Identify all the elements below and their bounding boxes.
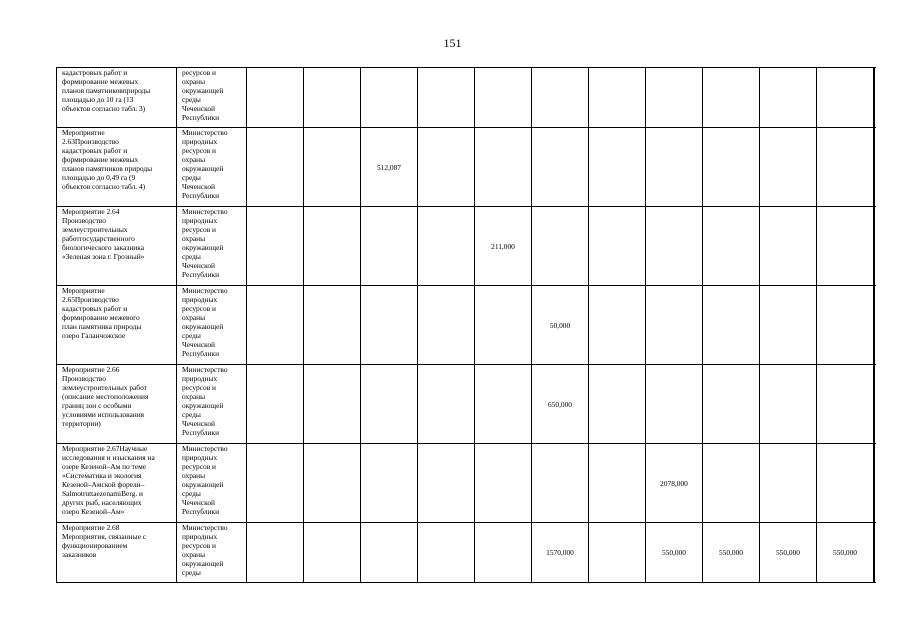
measure-description: кадастровых работ и формирование межевых планов памятниковприроды площадью до 10 га (13 объектов согласно табл. 3) bbox=[57, 68, 177, 128]
responsible-organization: Министерство природных ресурсов и охраны окружающей среды Чеченской Республики bbox=[177, 128, 247, 207]
funding-cell bbox=[646, 128, 703, 207]
funding-cell bbox=[475, 68, 532, 128]
measure-description: Мероприятие 2.65Производство кадастровых работ и формирование межевого план памятника природы озеро Галанчожское bbox=[57, 286, 177, 365]
funding-cell bbox=[874, 207, 875, 286]
funding-cell bbox=[817, 68, 874, 128]
funding-cell: 50,000 bbox=[532, 286, 589, 365]
funding-cell bbox=[361, 286, 418, 365]
funding-cell: 2078,000 bbox=[646, 444, 703, 523]
measure-description: Мероприятие 2.68 Мероприятия, связанные с функционированием заказников bbox=[57, 523, 177, 583]
funding-cell bbox=[247, 286, 304, 365]
funding-cell bbox=[247, 207, 304, 286]
funding-cell bbox=[703, 207, 760, 286]
responsible-organization: Министерство природных ресурсов и охраны окружающей среды Чеченской Республики bbox=[177, 207, 247, 286]
funding-cell bbox=[532, 444, 589, 523]
funding-cell bbox=[874, 68, 875, 128]
table-body bbox=[57, 68, 875, 583]
funding-cell bbox=[874, 128, 875, 207]
funding-cell bbox=[475, 365, 532, 444]
funding-cell bbox=[247, 444, 304, 523]
measure-description: Мероприятие 2.63Производство кадастровых работ и формирование межевых планов памятников природы площадью до 0,49 га (9 объектов согласно табл. 4) bbox=[57, 128, 177, 207]
table-row bbox=[57, 128, 875, 207]
funding-cell bbox=[589, 128, 646, 207]
funding-cell bbox=[304, 444, 361, 523]
page-number: 151 bbox=[443, 36, 462, 50]
funding-cell bbox=[304, 128, 361, 207]
funding-cell bbox=[760, 68, 817, 128]
funding-cell bbox=[304, 365, 361, 444]
responsible-organization: Министерство природных ресурсов и охраны окружающей среды Чеченской Республики bbox=[177, 365, 247, 444]
responsible-organization: Министерство природных ресурсов и охраны окружающей среды Чеченской Республики bbox=[177, 286, 247, 365]
funding-cell bbox=[247, 68, 304, 128]
funding-cell bbox=[475, 286, 532, 365]
funding-cell bbox=[874, 523, 875, 583]
funding-cell bbox=[532, 207, 589, 286]
funding-cell bbox=[703, 444, 760, 523]
funding-cell bbox=[247, 523, 304, 583]
measure-description: Мероприятие 2.67Научные исследования и изыскания на озере Кезеной–Ам по теме «Систематика и экология Кезеной–Амской форели– SalmotruttaezenamiBerg. и других рыб, населяющих озеро Кезеной–Ам» bbox=[57, 444, 177, 523]
responsible-organization: ресурсов и охраны окружающей среды Чеченской Республики bbox=[177, 68, 247, 128]
funding-cell bbox=[646, 207, 703, 286]
funding-cell bbox=[304, 523, 361, 583]
measure-description: Мероприятие 2.64 Производство землеустроительных работгосударственного биологического заказника «Зеленая зона г. Грозный» bbox=[57, 207, 177, 286]
funding-cell bbox=[361, 444, 418, 523]
funding-cell bbox=[703, 365, 760, 444]
funding-cell bbox=[247, 128, 304, 207]
funding-cell bbox=[589, 286, 646, 365]
funding-cell bbox=[247, 365, 304, 444]
funding-cell bbox=[703, 286, 760, 365]
responsible-organization: Министерство природных ресурсов и охраны окружающей среды Чеченской Республики bbox=[177, 444, 247, 523]
funding-cell bbox=[589, 207, 646, 286]
funding-cell bbox=[304, 207, 361, 286]
funding-cell bbox=[817, 128, 874, 207]
funding-cell bbox=[817, 207, 874, 286]
funding-cell bbox=[418, 128, 475, 207]
funding-cell bbox=[760, 128, 817, 207]
funding-cell bbox=[589, 523, 646, 583]
funding-cell bbox=[703, 68, 760, 128]
funding-cell: 650,000 bbox=[532, 365, 589, 444]
funding-cell bbox=[532, 68, 589, 128]
funding-cell bbox=[475, 444, 532, 523]
funding-cell bbox=[760, 207, 817, 286]
funding-cell: 1570,000 bbox=[532, 523, 589, 583]
funding-cell bbox=[475, 523, 532, 583]
funding-cell bbox=[418, 444, 475, 523]
funding-cell bbox=[874, 444, 875, 523]
funding-cell bbox=[646, 365, 703, 444]
funding-cell: 211,000 bbox=[475, 207, 532, 286]
funding-cell bbox=[589, 68, 646, 128]
funding-cell: 550,000 bbox=[703, 523, 760, 583]
responsible-organization: Министерство природных ресурсов и охраны окружающей среды bbox=[177, 523, 247, 583]
table-row bbox=[57, 286, 875, 365]
funding-cell bbox=[304, 68, 361, 128]
table-row bbox=[57, 365, 875, 444]
funding-cell: 550,000 bbox=[760, 523, 817, 583]
funding-cell: 550,000 bbox=[646, 523, 703, 583]
funding-cell bbox=[646, 68, 703, 128]
funding-cell bbox=[817, 286, 874, 365]
measure-description: Мероприятие 2.66 Производство землеустроительных работ (описание местоположения границ зон с особыми условиями использования территории) bbox=[57, 365, 177, 444]
funding-cell bbox=[646, 286, 703, 365]
funding-cell: 550,000 bbox=[817, 523, 874, 583]
funding-cell: 512,087 bbox=[361, 128, 418, 207]
funding-cell bbox=[361, 68, 418, 128]
funding-cell bbox=[418, 68, 475, 128]
table-row bbox=[57, 207, 875, 286]
funding-cell bbox=[304, 286, 361, 365]
funding-cell bbox=[418, 365, 475, 444]
funding-cell bbox=[589, 444, 646, 523]
funding-cell bbox=[703, 128, 760, 207]
funding-cell bbox=[361, 365, 418, 444]
table-row bbox=[57, 444, 875, 523]
funding-cell bbox=[760, 365, 817, 444]
funding-cell bbox=[532, 128, 589, 207]
funding-cell bbox=[817, 444, 874, 523]
funding-cell bbox=[361, 523, 418, 583]
funding-cell bbox=[760, 286, 817, 365]
funding-cell bbox=[817, 365, 874, 444]
funding-cell bbox=[589, 365, 646, 444]
funding-cell bbox=[760, 444, 817, 523]
table-row bbox=[57, 68, 875, 128]
budget-table bbox=[56, 67, 875, 583]
funding-cell bbox=[418, 523, 475, 583]
funding-cell bbox=[874, 286, 875, 365]
funding-cell bbox=[475, 128, 532, 207]
funding-cell bbox=[361, 207, 418, 286]
funding-cell bbox=[418, 207, 475, 286]
funding-cell bbox=[874, 365, 875, 444]
table-row bbox=[57, 523, 875, 583]
funding-cell bbox=[418, 286, 475, 365]
